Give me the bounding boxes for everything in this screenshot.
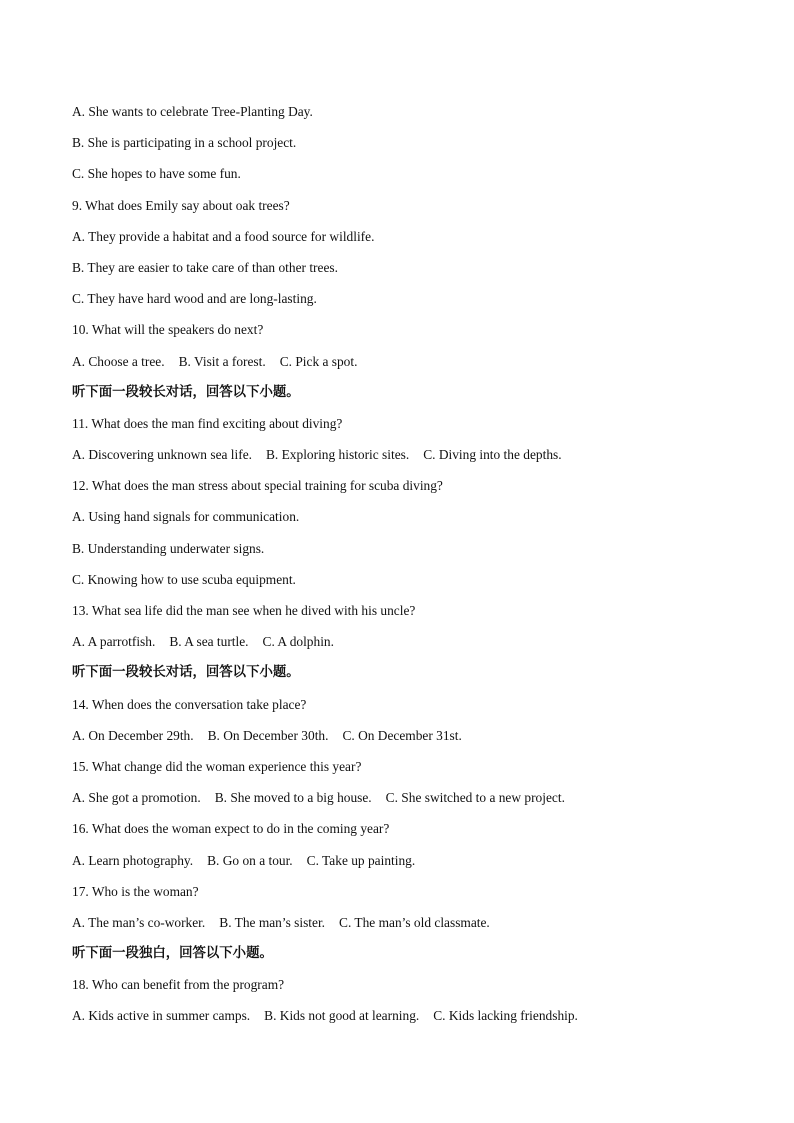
question-text: 11. What does the man find exciting about diving? <box>72 415 343 431</box>
answer-option: B. She moved to a big house. <box>214 790 372 806</box>
question-text: 12. What does the man stress about special training for scuba diving? <box>72 478 443 494</box>
answer-option: C. They have hard wood and are long-lasting. <box>72 291 317 307</box>
answer-option: B. Visit a forest. <box>178 353 266 369</box>
answer-option: C. A dolphin. <box>262 634 334 650</box>
answer-option: C. She switched to a new project. <box>385 790 565 806</box>
options-row <box>72 850 752 881</box>
options-row <box>72 351 752 382</box>
answer-option: C. Pick a spot. <box>279 353 358 369</box>
options-row <box>72 787 752 818</box>
options-row <box>72 725 752 756</box>
answer-option: B. Understanding underwater signs. <box>72 540 265 556</box>
answer-option: B. Go on a tour. <box>207 852 293 868</box>
question-text: 18. Who can benefit from the program? <box>72 977 285 993</box>
options-row <box>72 912 752 943</box>
question-text: 13. What sea life did the man see when he dived with his uncle? <box>72 603 416 618</box>
answer-option: C. Knowing how to use scuba equipment. <box>72 571 296 587</box>
answer-option: C. On December 31st. <box>342 727 462 743</box>
section-instruction: 听下面一段较长对话，回答以下小题。 <box>72 384 300 400</box>
answer-option: A. She got a promotion. <box>72 790 201 806</box>
answer-option: C. She hopes to have some fun. <box>72 166 241 182</box>
answer-option: A. Learn photography. <box>72 852 194 868</box>
answer-option: A. Choose a tree. <box>72 353 165 369</box>
answer-option: B. On December 30th. <box>207 727 329 743</box>
question-text: 17. Who is the woman? <box>72 883 199 899</box>
answer-option: C. Diving into the depths. <box>423 447 562 463</box>
answer-option: B. They are easier to take care of than other trees. <box>72 259 338 275</box>
answer-option: B. Kids not good at learning. <box>264 1008 420 1024</box>
options-row <box>72 444 752 475</box>
question-text: 16. What does the woman expect to do in the coming year? <box>72 821 390 837</box>
question-text: 10. What will the speakers do next? <box>72 322 264 338</box>
exam-page <box>72 101 752 1037</box>
answer-option: A. Kids active in summer camps. <box>72 1008 251 1024</box>
answer-option: A. A parrotfish. <box>72 634 156 650</box>
answer-option: A. On December 29th. <box>72 727 194 743</box>
answer-option: C. Take up painting. <box>306 852 416 868</box>
section-instruction: 听下面一段独白，回答以下小题。 <box>72 946 273 962</box>
question-text: 9. What does Emily say about oak trees? <box>72 197 290 213</box>
answer-option: A. She wants to celebrate Tree-Planting Day. <box>72 104 313 119</box>
answer-option: A. The man’s co-worker. <box>72 914 206 930</box>
answer-option: B. She is participating in a school project. <box>72 135 297 151</box>
answer-option: C. Kids lacking friendship. <box>433 1008 578 1024</box>
question-text: 14. When does the conversation take place? <box>72 696 307 712</box>
question-text: 15. What change did the woman experience this year? <box>72 758 362 774</box>
answer-option: B. Exploring historic sites. <box>266 447 410 463</box>
answer-option: A. Discovering unknown sea life. <box>72 447 252 463</box>
options-row <box>72 1005 752 1036</box>
section-instruction: 听下面一段较长对话，回答以下小题。 <box>72 665 300 681</box>
answer-option: C. The man’s old classmate. <box>339 914 490 930</box>
options-row <box>72 631 752 662</box>
answer-option: A. They provide a habitat and a food source for wildlife. <box>72 228 375 244</box>
answer-option: B. The man’s sister. <box>219 914 326 930</box>
answer-option: A. Using hand signals for communication. <box>72 509 300 525</box>
answer-option: B. A sea turtle. <box>169 634 249 650</box>
